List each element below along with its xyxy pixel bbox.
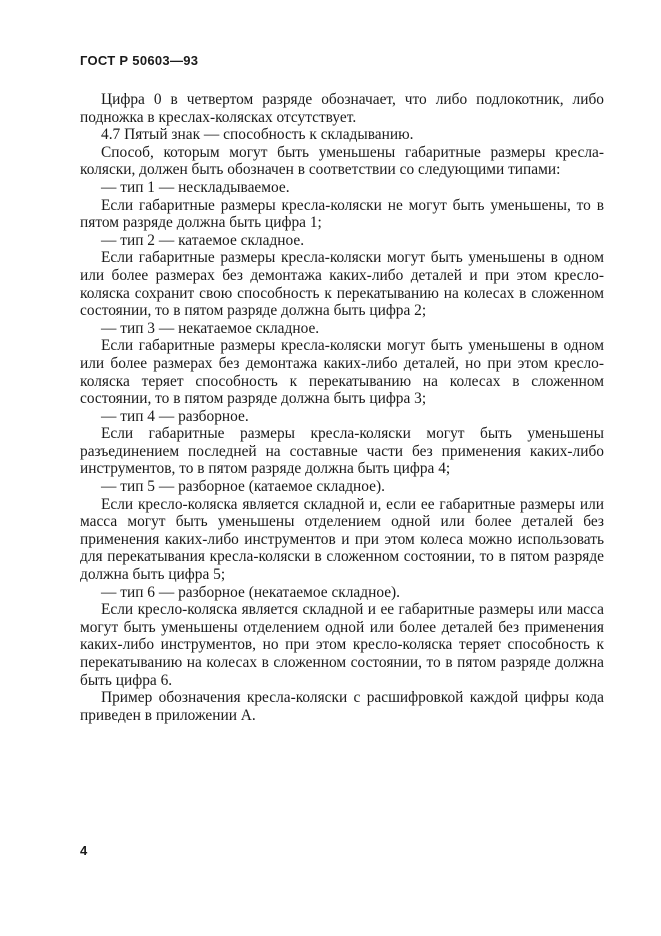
type-item: — тип 4 — разборное. [101, 407, 249, 425]
type-item: — тип 6 — разборное (некатаемое складное). [101, 583, 401, 601]
paragraph: Если габаритные размеры кресла-коляски могут быть уменьшены разъединением последней на составные части без применения каких-либо инструментов, то в пятом разряде должна быть цифра 4; [80, 425, 604, 478]
paragraph: Способ, которым могут быть уменьшены габаритные размеры кресла-коляски, должен быть обозначен в соответствии со следующими типами: [80, 143, 604, 179]
paragraph: Если кресло-коляска является складной и, если ее габаритные размеры или масса могут быть уменьшены отделением одной или более деталей без применения каких-либо инструментов и при этом колеса можно использовать для перекатывания кресла-коляски в сложенном состоянии, то в пятом разряде должна быть цифра 5; [80, 495, 604, 584]
type-item: — тип 2 — катаемое складное. [101, 231, 305, 249]
section-heading: 4.7 Пятый знак — способность к складыванию. [101, 126, 414, 144]
type-item: — тип 3 — некатаемое складное. [101, 319, 320, 337]
paragraph: Если габаритные размеры кресла-коляски не могут быть уменьшены, то в пятом разряде должна быть цифра 1; [80, 196, 604, 232]
type-item: — тип 1 — нескладываемое. [101, 178, 290, 196]
document-header: ГОСТ Р 50603—93 [80, 53, 199, 68]
document-body [80, 91, 604, 724]
paragraph: Если кресло-коляска является складной и ее габаритные размеры или масса могут быть уменьшены отделением одной или более деталей без применения каких-либо инструментов, но при этом кресло-коляска теряет способность к перекатыванию на колесах в сложенном состоянии, то в пятом разряде должна быть цифра 6. [80, 601, 604, 689]
paragraph: Если габаритные размеры кресла-коляски могут быть уменьшены в одном или более размерах без демонтажа каких-либо деталей и при этом кресло-коляска сохранит свою способность к перекатыванию на колесах в сложенном состоянии, то в пятом разряде должна быть цифра 2; [80, 249, 604, 320]
type-item: — тип 5 — разборное (катаемое складное). [101, 478, 385, 496]
page-number: 4 [80, 843, 88, 858]
paragraph: Пример обозначения кресла-коляски с расшифровкой каждой цифры кода приведен в приложении А. [80, 689, 604, 724]
paragraph: Если габаритные размеры кресла-коляски могут быть уменьшены в одном или более размерах без демонтажа каких-либо деталей, но при этом кресло-коляска теряет способность к перекатыванию на колесах в сложенном состоянии, то в пятом разряде должна быть цифра 3; [80, 337, 604, 408]
paragraph: Цифра 0 в четвертом разряде обозначает, что либо подлокотник, либо подножка в креслах-колясках отсутствует. [80, 91, 604, 126]
